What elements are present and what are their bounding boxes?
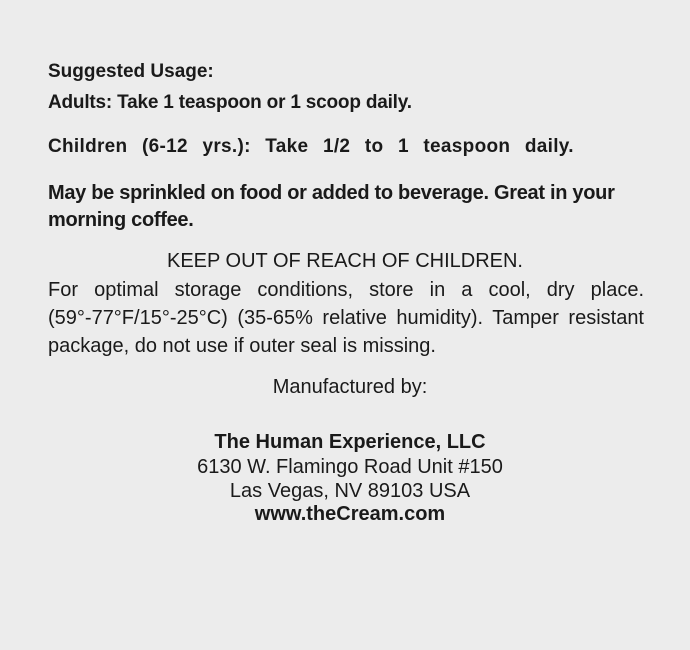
manufactured-by-label: Manufactured by: [272,376,428,398]
usage-children: Children (6-12 yrs.): Take 1/2 to 1 teaspoon daily. [48,136,574,157]
usage-heading: Suggested Usage: [48,61,214,82]
usage-sprinkle: May be sprinkled on food or added to beverage. Great in your morning coffee. [48,182,615,231]
address-line-1: 6130 W. Flamingo Road Unit #150 [197,456,503,478]
storage-instructions: For optimal storage conditions, store in a cool, dry place. (59°-77°F/15°-25°C) (35-65% relative humidity). Tamper resistant package, do not use if outer seal is missing. [48,279,644,357]
keep-out-of-reach-warning: KEEP OUT OF REACH OF CHILDREN. [167,250,523,272]
company-name: The Human Experience, LLC [214,431,486,453]
address-line-2: Las Vegas, NV 89103 USA [229,480,471,502]
website-url: www.theCream.com [254,503,446,525]
usage-adults: Adults: Take 1 teaspoon or 1 scoop daily. [48,92,412,113]
